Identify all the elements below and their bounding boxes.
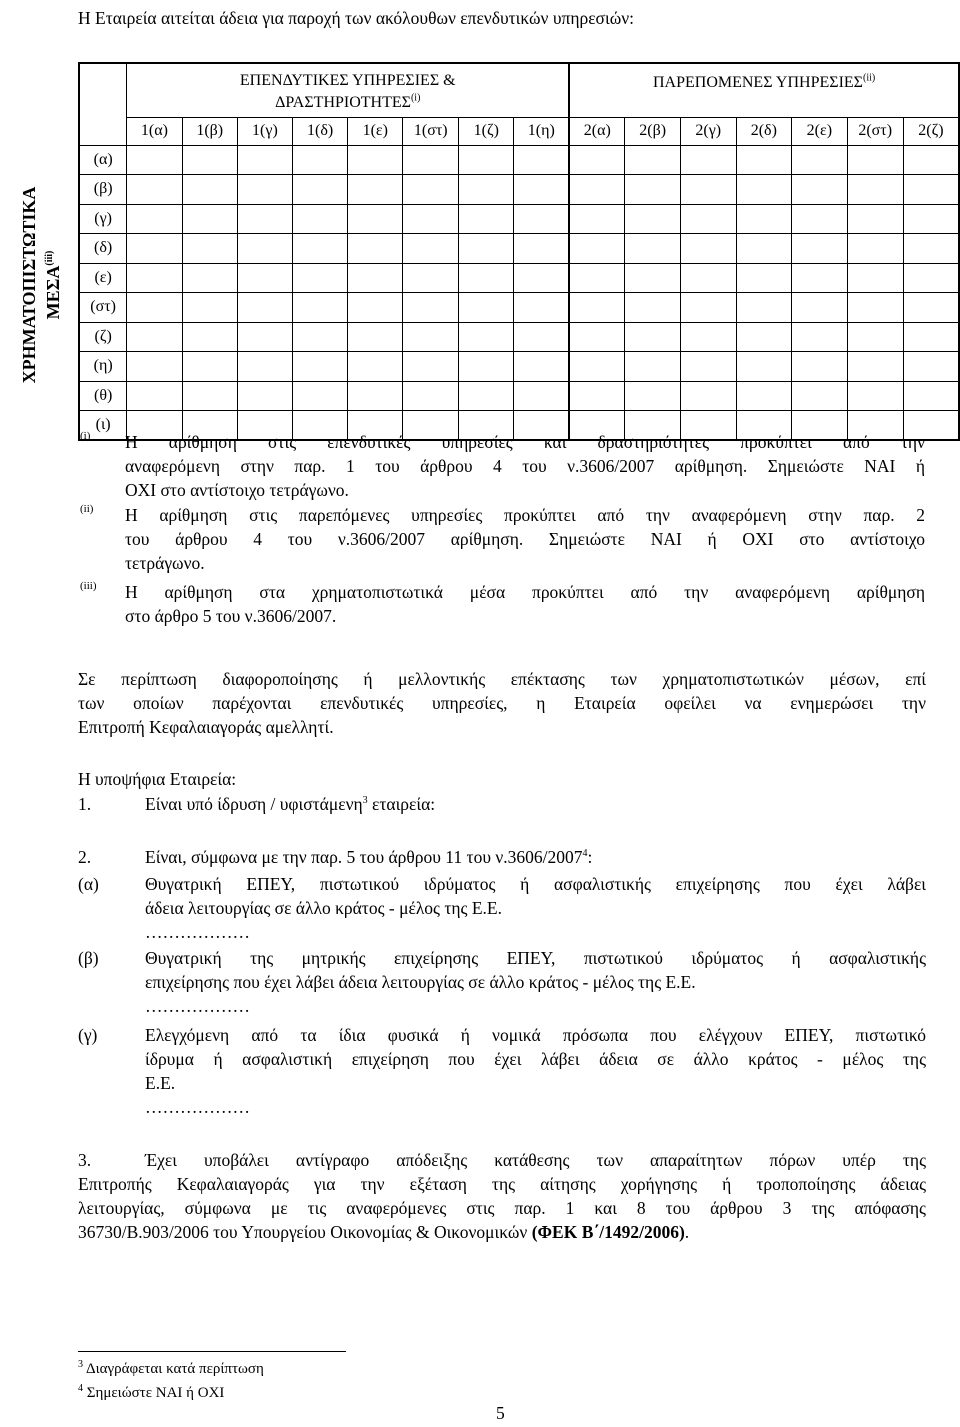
sub-b-text: [145, 946, 926, 1018]
checkbox-cell[interactable]: [182, 204, 237, 234]
checkbox-cell[interactable]: [625, 175, 681, 205]
row-label: (η): [79, 352, 127, 382]
checkbox-cell[interactable]: [403, 381, 459, 411]
checkbox-cell[interactable]: [569, 234, 625, 264]
item2-text: [145, 845, 592, 869]
para1-line: των οποίων παρέχονται επενδυτικές υπηρεσίες, η Εταιρεία οφείλει να ενημερώσει την: [78, 693, 926, 713]
row-label: (ι): [79, 411, 127, 441]
checkbox-cell[interactable]: [847, 381, 903, 411]
column-header: 2(δ): [736, 117, 792, 145]
table-row: [79, 234, 959, 264]
paragraph-diversification: [78, 667, 926, 739]
checkbox-cell[interactable]: [903, 145, 959, 175]
group1-title-line1: ΕΠΕΝΔΥΤΙΚΕΣ ΥΠΗΡΕΣΙΕΣ &: [239, 72, 456, 90]
checkbox-cell[interactable]: [403, 234, 459, 264]
checkbox-cell[interactable]: [459, 175, 514, 205]
table-row: [79, 204, 959, 234]
checkbox-cell[interactable]: [348, 322, 403, 352]
checkbox-cell[interactable]: [792, 175, 848, 205]
item3-line: Έχει υποβάλει αντίγραφο απόδειξης κατάθεσης των απαραίτητων πόρων υπέρ της: [145, 1150, 926, 1170]
group2-title: ΠΑΡΕΠΟΜΕΝΕΣ ΥΠΗΡΕΣΙΕΣ: [652, 74, 863, 91]
sub-g-text: [145, 1023, 926, 1119]
checkbox-cell[interactable]: [792, 322, 848, 352]
footnote-text: Σημειώστε ΝΑΙ ή ΟΧΙ: [86, 1385, 225, 1401]
checkbox-cell[interactable]: [625, 145, 681, 175]
checkbox-cell[interactable]: [847, 175, 903, 205]
checkbox-cell[interactable]: [625, 322, 681, 352]
checkbox-cell[interactable]: [182, 293, 237, 323]
checkbox-cell[interactable]: [569, 145, 625, 175]
column-header: 2(β): [625, 117, 681, 145]
checkbox-cell[interactable]: [847, 352, 903, 382]
note-line: ΟΧΙ στο αντίστοιχο τετράγωνο.: [125, 480, 349, 500]
group1-sup: (i): [410, 92, 421, 104]
sub-g-dots: ………………: [145, 1097, 250, 1117]
item2-main: Είναι, σύμφωνα με την παρ. 5 του άρθρου 11 του ν.3606/2007: [145, 847, 583, 867]
checkbox-cell[interactable]: [127, 293, 182, 323]
checkbox-cell[interactable]: [736, 322, 792, 352]
note-mark: (i): [80, 430, 91, 442]
checkbox-cell[interactable]: [681, 263, 737, 293]
checkbox-cell[interactable]: [348, 175, 403, 205]
checkbox-cell[interactable]: [293, 204, 348, 234]
checkbox-cell[interactable]: [459, 322, 514, 352]
checkbox-cell[interactable]: [127, 263, 182, 293]
checkbox-cell[interactable]: [403, 263, 459, 293]
checkbox-cell[interactable]: [514, 322, 569, 352]
checkbox-cell[interactable]: [514, 234, 569, 264]
checkbox-cell[interactable]: [459, 293, 514, 323]
checkbox-cell[interactable]: [569, 293, 625, 323]
item2-num: 2.: [78, 847, 92, 867]
sub-g-mark: (γ): [78, 1025, 98, 1045]
column-header: 1(στ): [403, 117, 459, 145]
checkbox-cell[interactable]: [182, 322, 237, 352]
item2-sup: 4: [582, 848, 588, 860]
checkbox-cell[interactable]: [625, 381, 681, 411]
checkbox-cell[interactable]: [182, 145, 237, 175]
checkbox-cell[interactable]: [792, 204, 848, 234]
column-header: 2(γ): [681, 117, 737, 145]
checkbox-cell[interactable]: [681, 352, 737, 382]
checkbox-cell[interactable]: [293, 322, 348, 352]
checkbox-cell[interactable]: [903, 175, 959, 205]
checkbox-cell[interactable]: [625, 204, 681, 234]
checkbox-cell[interactable]: [681, 234, 737, 264]
row-label: (ε): [79, 263, 127, 293]
sub-b-line: επιχείρησης που έχει λάβει άδεια λειτουργίας σε άλλο κράτος - μέλος της Ε.Ε.: [145, 972, 696, 992]
page-number: 5: [496, 1403, 505, 1423]
checkbox-cell[interactable]: [237, 352, 292, 382]
item1-sup: 3: [362, 795, 368, 807]
checkbox-cell[interactable]: [736, 381, 792, 411]
item3-num: 3.: [78, 1150, 92, 1170]
item3-last-pre: 36730/Β.903/2006 του Υπουργείου Οικονομίας & Οικονομικών: [78, 1222, 532, 1242]
item1-main: Είναι υπό ίδρυση / υφιστάμενη: [145, 794, 363, 814]
checkbox-cell[interactable]: [903, 293, 959, 323]
note-text: [125, 430, 925, 502]
table-row: [79, 352, 959, 382]
checkbox-cell[interactable]: [569, 322, 625, 352]
checkbox-cell[interactable]: [514, 204, 569, 234]
table-row: [79, 145, 959, 175]
item3-last-bold: (ΦΕΚ Β΄/1492/2006): [531, 1222, 685, 1242]
checkbox-cell[interactable]: [348, 293, 403, 323]
item1-num: 1.: [78, 794, 92, 814]
checkbox-cell[interactable]: [569, 175, 625, 205]
checkbox-cell[interactable]: [348, 145, 403, 175]
checkbox-cell[interactable]: [847, 145, 903, 175]
footnote-num: 3: [78, 1359, 83, 1370]
column-header: 1(ε): [348, 117, 403, 145]
footnote-rule: [78, 1351, 346, 1352]
checkbox-cell[interactable]: [403, 175, 459, 205]
item2-tail: :: [587, 847, 593, 867]
checkbox-cell[interactable]: [293, 175, 348, 205]
intro-text: Η Εταιρεία αιτείται άδεια για παροχή των ακόλουθων επενδυτικών υπηρεσιών:: [78, 8, 634, 28]
checkbox-cell[interactable]: [681, 145, 737, 175]
sub-a-line: Θυγατρική ΕΠΕΥ, πιστωτικού ιδρύματος ή ασφαλιστικής επιχείρησης που έχει λάβει: [145, 874, 926, 894]
note-line: στο άρθρο 5 του ν.3606/2007.: [125, 606, 337, 626]
checkbox-cell[interactable]: [903, 322, 959, 352]
checkbox-cell[interactable]: [736, 175, 792, 205]
checkbox-cell[interactable]: [736, 293, 792, 323]
item3-last-post: .: [684, 1222, 690, 1242]
note-mark: (ii): [80, 503, 94, 515]
checkbox-cell[interactable]: [514, 263, 569, 293]
checkbox-cell[interactable]: [681, 322, 737, 352]
checkbox-cell[interactable]: [403, 204, 459, 234]
checkbox-cell[interactable]: [127, 204, 182, 234]
item3-line: λειτουργίας, σύμφωνα με τις αναφερόμενες στις παρ. 1 και 8 του άρθρου 3 της απόφασης: [78, 1198, 926, 1218]
item1-text: [145, 792, 435, 816]
group2-header: [569, 63, 959, 117]
note-text: [125, 580, 925, 628]
footnote-text: Διαγράφεται κατά περίπτωση: [85, 1361, 264, 1377]
services-table: [78, 62, 960, 441]
checkbox-cell[interactable]: [792, 381, 848, 411]
column-header: 1(δ): [293, 117, 348, 145]
checkbox-cell[interactable]: [403, 145, 459, 175]
header-corner: [79, 63, 127, 145]
row-label: (α): [79, 145, 127, 175]
checkbox-cell[interactable]: [403, 293, 459, 323]
checkbox-cell[interactable]: [736, 145, 792, 175]
checkbox-cell[interactable]: [348, 204, 403, 234]
note-line: Η αρίθμηση στις επενδυτικές υπηρεσίες και δραστηριότητες προκύπτει από την: [125, 432, 925, 452]
checkbox-cell[interactable]: [903, 234, 959, 264]
note-line: Η αρίθμηση στα χρηματοπιστωτικά μέσα προκύπτει από την αναφερόμενη αρίθμηση: [125, 582, 925, 602]
sub-g-line: Ελεγχόμενη από τα ίδια φυσικά ή νομικά πρόσωπα που ελέγχουν ΕΠΕΥ, πιστωτικό: [145, 1025, 926, 1045]
sub-a-dots: ………………: [145, 922, 250, 942]
checkbox-cell[interactable]: [847, 263, 903, 293]
column-header: 1(γ): [237, 117, 292, 145]
checkbox-cell[interactable]: [348, 381, 403, 411]
checkbox-cell[interactable]: [127, 234, 182, 264]
column-header: 2(στ): [847, 117, 903, 145]
sub-g-line: Ε.Ε.: [145, 1073, 176, 1093]
row-label: (θ): [79, 381, 127, 411]
row-label: (β): [79, 175, 127, 205]
sub-g-line: ίδρυμα ή ασφαλιστική επιχείρηση που έχει λάβει άδεια σε άλλο κράτος - μέλος της: [145, 1049, 926, 1069]
checkbox-cell[interactable]: [348, 234, 403, 264]
checkbox-cell[interactable]: [459, 204, 514, 234]
checkbox-cell[interactable]: [792, 263, 848, 293]
checkbox-cell[interactable]: [182, 175, 237, 205]
column-header: 1(η): [514, 117, 569, 145]
checkbox-cell[interactable]: [514, 293, 569, 323]
checkbox-cell[interactable]: [736, 234, 792, 264]
checkbox-cell[interactable]: [459, 381, 514, 411]
checkbox-cell[interactable]: [625, 263, 681, 293]
checkbox-cell[interactable]: [459, 352, 514, 382]
checkbox-cell[interactable]: [459, 145, 514, 175]
checkbox-cell[interactable]: [569, 204, 625, 234]
checkbox-cell[interactable]: [681, 381, 737, 411]
checkbox-cell[interactable]: [569, 352, 625, 382]
checkbox-cell[interactable]: [569, 263, 625, 293]
footnote-3: [78, 1360, 264, 1378]
checkbox-cell[interactable]: [293, 234, 348, 264]
checkbox-cell[interactable]: [847, 293, 903, 323]
column-header: 1(β): [182, 117, 237, 145]
note-mark: (iii): [80, 580, 97, 592]
checkbox-cell[interactable]: [237, 293, 292, 323]
sub-a-line: άδεια λειτουργίας σε άλλο κράτος - μέλος της Ε.Ε.: [145, 898, 502, 918]
checkbox-cell[interactable]: [127, 381, 182, 411]
table-row: [79, 322, 959, 352]
column-header: 2(ζ): [903, 117, 959, 145]
checkbox-cell[interactable]: [681, 175, 737, 205]
item3: [78, 1148, 926, 1244]
checkbox-cell[interactable]: [792, 145, 848, 175]
checkbox-cell[interactable]: [625, 234, 681, 264]
footnote-4: [78, 1384, 224, 1402]
checkbox-cell[interactable]: [736, 263, 792, 293]
checkbox-cell[interactable]: [237, 322, 292, 352]
candidate-label: Η υποψήφια Εταιρεία:: [78, 769, 237, 789]
checkbox-cell[interactable]: [514, 381, 569, 411]
note-line: τετράγωνο.: [125, 553, 205, 573]
para1-line: Επιτροπή Κεφαλαιαγοράς αμελλητί.: [78, 717, 334, 737]
checkbox-cell[interactable]: [293, 293, 348, 323]
checkbox-cell[interactable]: [459, 234, 514, 264]
side-label-sup: (iii): [44, 250, 55, 266]
checkbox-cell[interactable]: [903, 381, 959, 411]
checkbox-cell[interactable]: [847, 322, 903, 352]
sub-b-dots: ………………: [145, 996, 250, 1016]
checkbox-cell[interactable]: [348, 263, 403, 293]
checkbox-cell[interactable]: [237, 175, 292, 205]
checkbox-cell[interactable]: [237, 204, 292, 234]
checkbox-cell[interactable]: [792, 352, 848, 382]
para1-line: Σε περίπτωση διαφοροποίησης ή μελλοντικής επέκτασης των χρηματοπιστωτικών μέσων, επί: [78, 669, 926, 689]
checkbox-cell[interactable]: [903, 263, 959, 293]
table-row: [79, 381, 959, 411]
checkbox-cell[interactable]: [792, 293, 848, 323]
group1-header: [127, 63, 569, 117]
checkbox-cell[interactable]: [847, 234, 903, 264]
row-label: (γ): [79, 204, 127, 234]
checkbox-cell[interactable]: [514, 352, 569, 382]
checkbox-cell[interactable]: [182, 263, 237, 293]
checkbox-cell[interactable]: [569, 381, 625, 411]
table-row: [79, 263, 959, 293]
group2-sup: (ii): [862, 72, 876, 84]
column-header: 1(α): [127, 117, 182, 145]
checkbox-cell[interactable]: [736, 204, 792, 234]
group1-title-line2: ΔΡΑΣΤΗΡΙΟΤΗΤΕΣ: [275, 94, 411, 112]
checkbox-cell[interactable]: [293, 263, 348, 293]
row-label: (δ): [79, 234, 127, 264]
checkbox-cell[interactable]: [237, 234, 292, 264]
note-text: [125, 503, 925, 575]
row-label: (ζ): [79, 322, 127, 352]
checkbox-cell[interactable]: [681, 293, 737, 323]
checkbox-cell[interactable]: [182, 352, 237, 382]
checkbox-cell[interactable]: [903, 204, 959, 234]
checkbox-cell[interactable]: [625, 352, 681, 382]
checkbox-cell[interactable]: [293, 145, 348, 175]
checkbox-cell[interactable]: [903, 352, 959, 382]
note-line: του άρθρου 4 του ν.3606/2007 αρίθμηση. Σημειώστε ΝΑΙ ή ΟΧΙ στο αντίστοιχο: [125, 529, 925, 549]
checkbox-cell[interactable]: [514, 175, 569, 205]
checkbox-cell[interactable]: [237, 381, 292, 411]
checkbox-cell[interactable]: [847, 204, 903, 234]
column-header: 2(ε): [792, 117, 848, 145]
checkbox-cell[interactable]: [403, 322, 459, 352]
side-label-line1: ΧΡΗΜΑΤΟΠΙΣΤΩΤΙΚΑ: [19, 186, 39, 384]
note-line: Η αρίθμηση στις παρεπόμενες υπηρεσίες προκύπτει από την αναφερόμενη στην παρ. 2: [125, 505, 925, 525]
item1-tail: εταιρεία:: [367, 794, 436, 814]
checkbox-cell[interactable]: [348, 352, 403, 382]
checkbox-cell[interactable]: [182, 234, 237, 264]
checkbox-cell[interactable]: [293, 381, 348, 411]
checkbox-cell[interactable]: [625, 293, 681, 323]
footnote-num: 4: [78, 1383, 83, 1394]
checkbox-cell[interactable]: [681, 204, 737, 234]
checkbox-cell[interactable]: [127, 145, 182, 175]
item3-line: Επιτροπής Κεφαλαιαγοράς για την εξέταση της αίτησης χορήγησης ή τροποποίησης άδειας: [78, 1174, 926, 1194]
checkbox-cell[interactable]: [182, 381, 237, 411]
checkbox-cell[interactable]: [293, 352, 348, 382]
table-row: [79, 175, 959, 205]
side-label: [0, 150, 82, 420]
checkbox-cell[interactable]: [792, 234, 848, 264]
column-header: 2(α): [569, 117, 625, 145]
checkbox-cell[interactable]: [403, 352, 459, 382]
checkbox-cell[interactable]: [459, 263, 514, 293]
checkbox-cell[interactable]: [127, 352, 182, 382]
row-label: (στ): [79, 293, 127, 323]
sub-b-line: Θυγατρική της μητρικής επιχείρησης ΕΠΕΥ, πιστωτικού ιδρύματος ή ασφαλιστικής: [145, 948, 926, 968]
checkbox-cell[interactable]: [736, 352, 792, 382]
checkbox-cell[interactable]: [237, 145, 292, 175]
sub-a-text: [145, 872, 926, 944]
table-row: [79, 293, 959, 323]
sub-a-mark: (α): [78, 874, 99, 894]
checkbox-cell[interactable]: [514, 145, 569, 175]
checkbox-cell[interactable]: [127, 175, 182, 205]
column-header: 1(ζ): [459, 117, 514, 145]
note-line: αναφερόμενη στην παρ. 1 του άρθρου 4 του ν.3606/2007 αρίθμηση. Σημειώστε ΝΑΙ ή: [125, 456, 925, 476]
side-label-line2: ΜΕΣΑ: [43, 265, 63, 320]
checkbox-cell[interactable]: [127, 322, 182, 352]
sub-b-mark: (β): [78, 948, 99, 968]
checkbox-cell[interactable]: [237, 263, 292, 293]
